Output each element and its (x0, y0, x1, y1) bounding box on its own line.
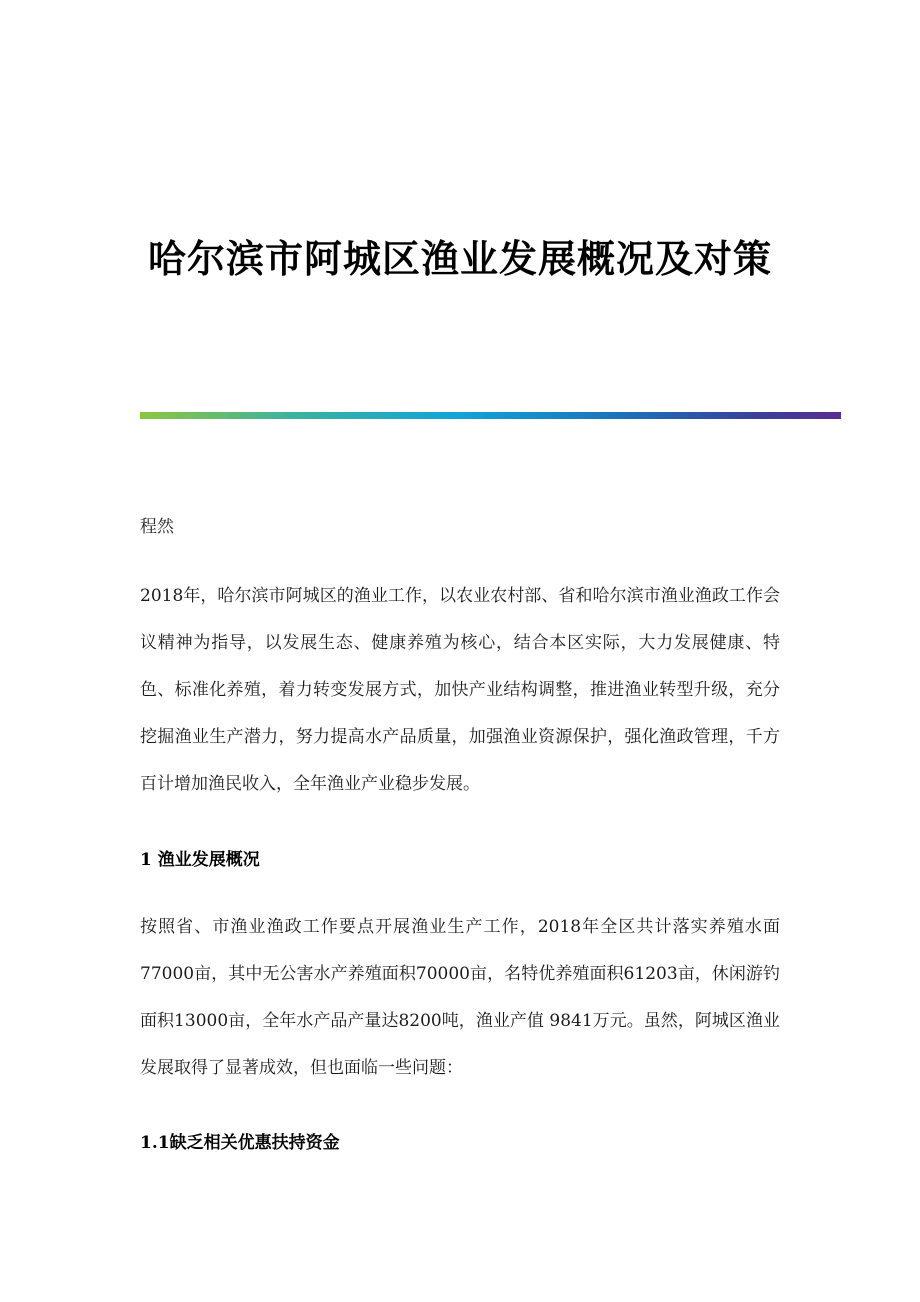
document-title: 哈尔滨市阿城区渔业发展概况及对策 (147, 236, 772, 281)
overview-paragraph: 按照省、市渔业渔政工作要点开展渔业生产工作，2018年全区共计落实养殖水面77000亩，其中无公害水产养殖面积70000亩，名特优养殖面积61203亩，休闲游钓面积13000亩，全年水产品产量达8200吨，渔业产值 9841万元。虽然，阿城区渔业发展取得了显著成效，但也面临一些问题： (140, 917, 780, 1078)
intro-paragraph: 2018年，哈尔滨市阿城区的渔业工作，以农业农村部、省和哈尔滨市渔业渔政工作会议精神为指导，以发展生态、健康养殖为核心，结合本区实际，大力发展健康、特色、标准化养殖，着力转变发展方式，加快产业结构调整，推进渔业转型升级，充分挖掘渔业生产潜力，努力提高水产品质量，加强渔业资源保护，强化渔政管理，千方百计增加渔民收入，全年渔业产业稳步发展。 (140, 586, 780, 794)
title-divider (140, 412, 841, 419)
section-heading-1: 1 渔业发展概况 (140, 850, 260, 870)
section-heading-1-1: 1.1缺乏相关优惠扶持资金 (140, 1133, 340, 1153)
author-name: 程然 (140, 517, 174, 537)
